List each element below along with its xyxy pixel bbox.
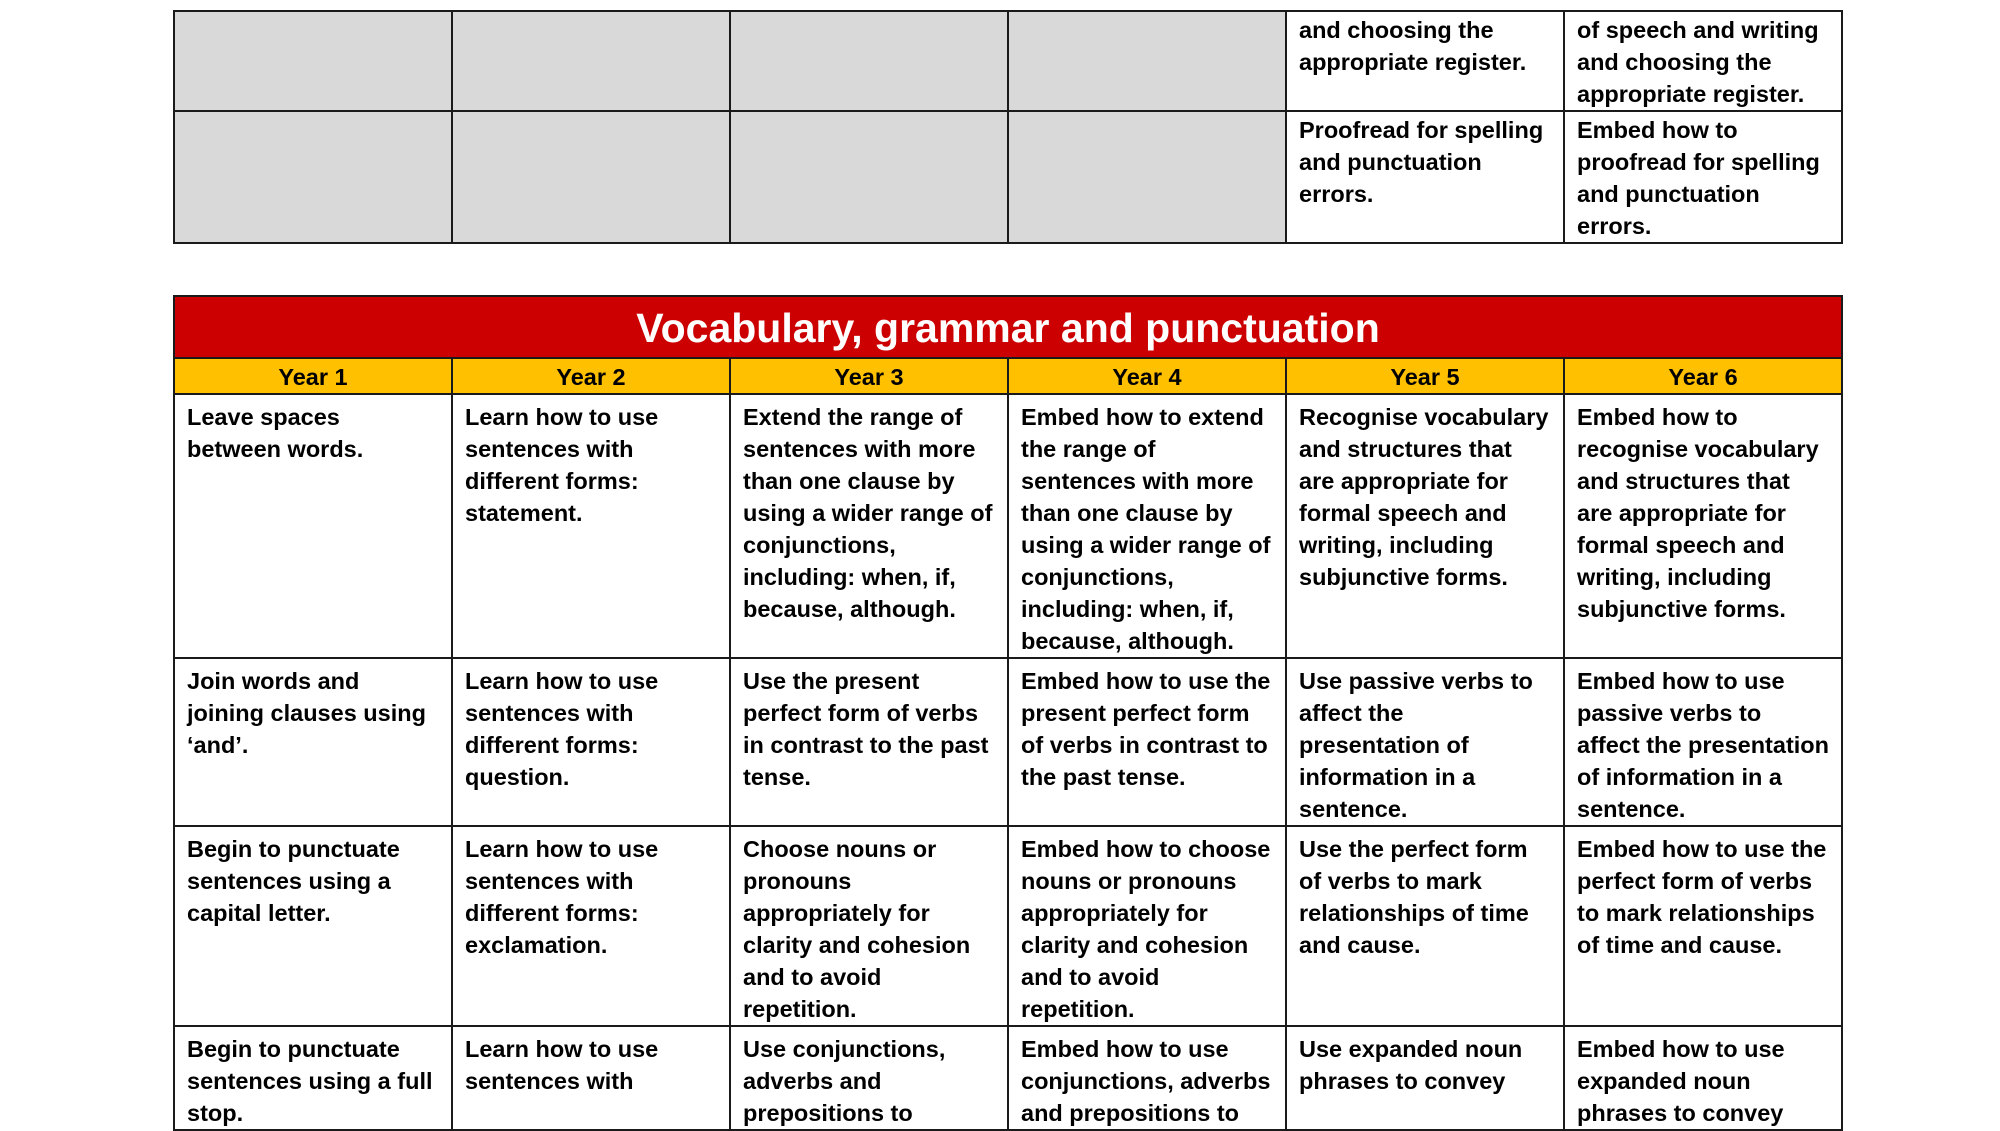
table-cell: Join words and joining clauses using ‘and’.	[174, 658, 452, 826]
table-row	[174, 111, 1842, 243]
empty-cell	[730, 111, 1008, 243]
table-cell: Embed how to use passive verbs to affect the presentation of information in a sentence.	[1564, 658, 1842, 826]
year-6-cell: of speech and writing and choosing the appropriate register.	[1564, 11, 1842, 111]
table-cell: Embed how to use expanded noun phrases to convey	[1564, 1026, 1842, 1130]
table-row	[174, 826, 1842, 1026]
table-cell: Embed how to choose nouns or pronouns appropriately for clarity and cohesion and to avoid repetition.	[1008, 826, 1286, 1026]
table-row	[174, 11, 1842, 111]
table-row	[174, 394, 1842, 658]
table-title: Vocabulary, grammar and punctuation	[174, 296, 1842, 358]
table-cell: Begin to punctuate sentences using a capital letter.	[174, 826, 452, 1026]
table-cell: Choose nouns or pronouns appropriately for clarity and cohesion and to avoid repetition.	[730, 826, 1008, 1026]
vocabulary-grammar-punctuation-table	[173, 295, 1843, 1131]
table-cell: Embed how to extend the range of sentences with more than one clause by using a wider range of conjunctions, including: when, if, because, although.	[1008, 394, 1286, 658]
year-header-row	[174, 358, 1842, 394]
year-5-cell: and choosing the appropriate register.	[1286, 11, 1564, 111]
empty-cell	[1008, 11, 1286, 111]
title-row	[174, 296, 1842, 358]
table-cell: Embed how to use the perfect form of verbs to mark relationships of time and cause.	[1564, 826, 1842, 1026]
table-cell: Embed how to use the present perfect form of verbs in contrast to the past tense.	[1008, 658, 1286, 826]
table-cell: Begin to punctuate sentences using a full stop.	[174, 1026, 452, 1130]
year-header: Year 3	[730, 358, 1008, 394]
empty-cell	[452, 111, 730, 243]
table-cell: Leave spaces between words.	[174, 394, 452, 658]
table-cell: Use the perfect form of verbs to mark relationships of time and cause.	[1286, 826, 1564, 1026]
table-cell: Recognise vocabulary and structures that are appropriate for formal speech and writing, including subjunctive forms.	[1286, 394, 1564, 658]
table-cell: Learn how to use sentences with different forms: exclamation.	[452, 826, 730, 1026]
year-header: Year 6	[1564, 358, 1842, 394]
year-header: Year 1	[174, 358, 452, 394]
table-cell: Use the present perfect form of verbs in contrast to the past tense.	[730, 658, 1008, 826]
year-6-cell: Embed how to proofread for spelling and punctuation errors.	[1564, 111, 1842, 243]
empty-cell	[452, 11, 730, 111]
table-cell: Use passive verbs to affect the presentation of information in a sentence.	[1286, 658, 1564, 826]
year-header: Year 5	[1286, 358, 1564, 394]
table-row	[174, 1026, 1842, 1130]
year-header: Year 2	[452, 358, 730, 394]
table-row	[174, 658, 1842, 826]
empty-cell	[1008, 111, 1286, 243]
empty-cell	[174, 111, 452, 243]
top-table-fragment	[173, 10, 1843, 244]
table-cell: Learn how to use sentences with different forms: question.	[452, 658, 730, 826]
table-cell: Use expanded noun phrases to convey	[1286, 1026, 1564, 1130]
empty-cell	[174, 11, 452, 111]
empty-cell	[730, 11, 1008, 111]
year-5-cell: Proofread for spelling and punctuation errors.	[1286, 111, 1564, 243]
table-cell: Extend the range of sentences with more than one clause by using a wider range of conjunctions, including: when, if, because, although.	[730, 394, 1008, 658]
year-header: Year 4	[1008, 358, 1286, 394]
table-cell: Use conjunctions, adverbs and prepositions to	[730, 1026, 1008, 1130]
table-cell: Embed how to recognise vocabulary and structures that are appropriate for formal speech and writing, including subjunctive forms.	[1564, 394, 1842, 658]
table-cell: Embed how to use conjunctions, adverbs and prepositions to	[1008, 1026, 1286, 1130]
table-cell: Learn how to use sentences with different forms: statement.	[452, 394, 730, 658]
table-cell: Learn how to use sentences with	[452, 1026, 730, 1130]
